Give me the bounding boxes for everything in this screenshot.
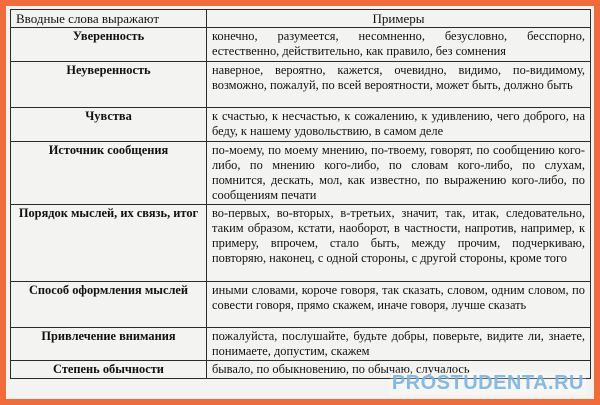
row-examples: наверное, вероятно, кажется, очевидно, видимо, по-видимому, возможно, пожалуй, по всей вероятности, может быть, должно быть xyxy=(207,62,591,108)
document-frame xyxy=(6,6,594,399)
table-row xyxy=(11,28,591,62)
table-row xyxy=(11,62,591,108)
row-examples: иными словами, короче говоря, так сказать, словом, одним словом, по совести говоря, прямо скажем, иначе говоря, лучше сказать xyxy=(207,282,591,328)
row-category: Источник сообщения xyxy=(11,142,207,205)
table-row xyxy=(11,142,591,205)
row-category: Способ оформления мыслей xyxy=(11,282,207,328)
table-row xyxy=(11,205,591,282)
table-row xyxy=(11,108,591,142)
row-examples: пожалуйста, послушайте, будьте добры, поверьте, видите ли, знаете, понимаете, допустим, скажем xyxy=(207,328,591,361)
table-row xyxy=(11,282,591,328)
row-examples: бывало, по обыкновению, по обычаю, случалось xyxy=(207,361,591,379)
row-category: Привлечение внимания xyxy=(11,328,207,361)
row-examples: к счастью, к несчастью, к сожалению, к удивлению, чего доброго, на беду, к нашему удовольствию, в самом деле xyxy=(207,108,591,142)
row-category: Неуверенность xyxy=(11,62,207,108)
row-examples: конечно, разумеется, несомненно, безусловно, бесспорно, естественно, действительно, как правило, без сомнения xyxy=(207,28,591,62)
row-category: Чувства xyxy=(11,108,207,142)
row-category: Степень обычности xyxy=(11,361,207,379)
row-category: Уверенность xyxy=(11,28,207,62)
table-row xyxy=(11,328,591,361)
header-examples: Примеры xyxy=(207,10,591,28)
row-category: Порядок мыслей, их связь, итог xyxy=(11,205,207,282)
introductory-words-table xyxy=(10,9,591,379)
row-examples: по-моему, по моему мнению, по-твоему, говорят, по сообщению кого-либо, по мнению кого-либо, по словам кого-либо, по слухам, помнится, дескать, мол, как известно, по выражению кого-либо, по сообщениям печати xyxy=(207,142,591,205)
row-examples: во-первых, во-вторых, в-третьих, значит, так, итак, следовательно, таким образом, кстати, наоборот, в частности, напротив, например, к примеру, впрочем, стало быть, между прочим, подчеркиваю, повторяю, наконец, с одной стороны, с другой стороны, кроме того xyxy=(207,205,591,282)
table-header-row xyxy=(11,10,591,28)
watermark-logo: PROSTUDENTA.RU xyxy=(391,372,584,394)
header-category: Вводные слова выражают xyxy=(11,10,207,28)
